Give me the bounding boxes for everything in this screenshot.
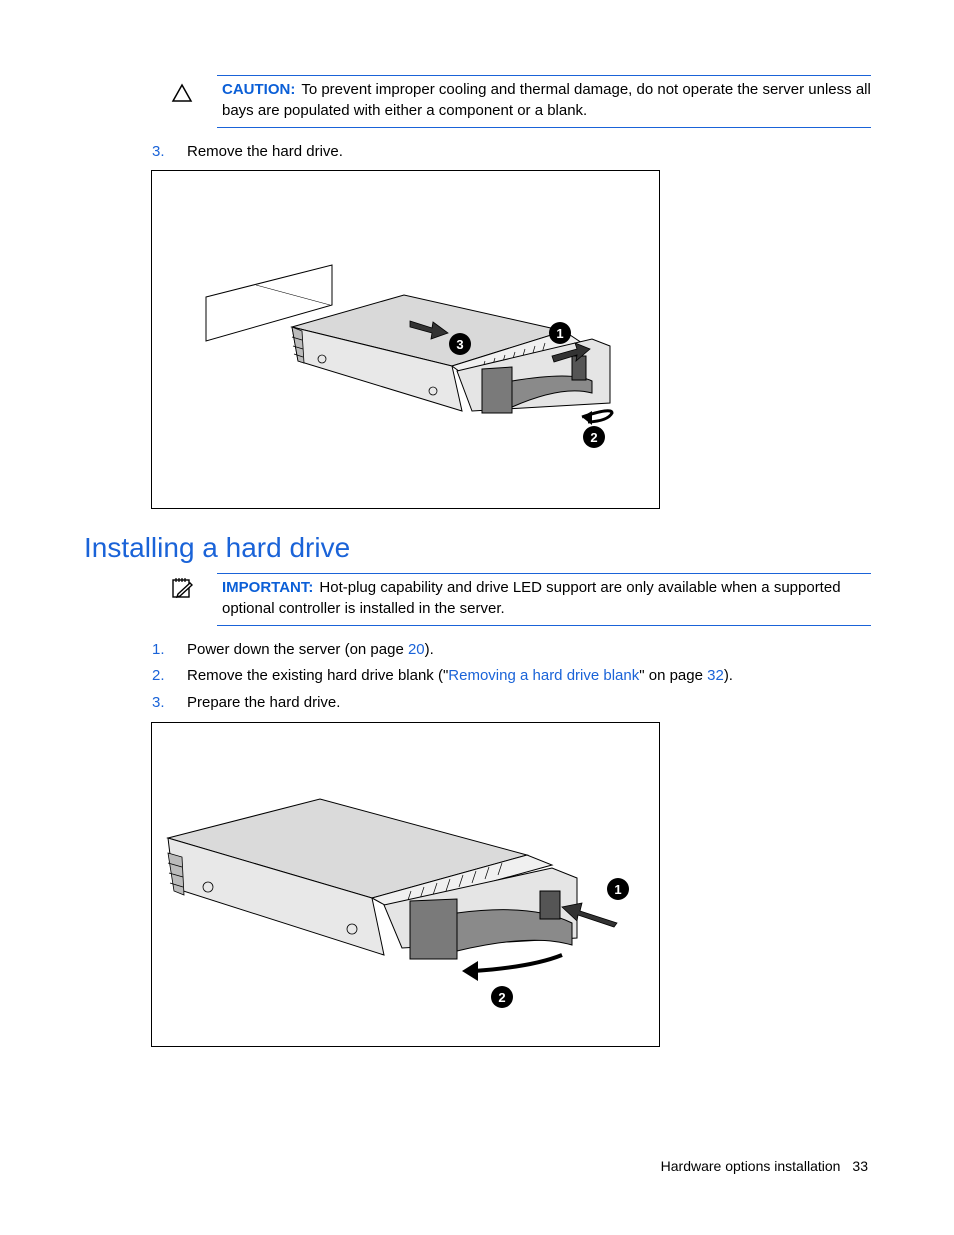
install-step-1: [152, 640, 434, 660]
callout-3: [449, 333, 471, 355]
step-number: 2.: [152, 667, 165, 684]
svg-text:1: 1: [556, 326, 564, 341]
step-number: 3.: [152, 143, 165, 160]
page-link-20[interactable]: 20: [407, 641, 425, 658]
svg-text:1: 1: [614, 882, 622, 897]
caution-triangle-icon: [171, 83, 193, 103]
caution-text: To prevent improper cooling and thermal damage, do not operate the server unless all bays are populated with either a component or a blank.: [222, 81, 871, 119]
install-step-3: [152, 693, 340, 713]
important-label: IMPORTANT:: [222, 579, 314, 596]
callout-1: [549, 322, 571, 344]
step-text-end: ).: [723, 667, 733, 684]
step-text: Prepare the hard drive.: [187, 694, 341, 711]
step-number: 3.: [152, 694, 165, 711]
remove-drive-figure: [151, 170, 660, 509]
removing-blank-link[interactable]: Removing a hard drive blank: [448, 667, 640, 684]
footer-section: Hardware options installation: [660, 1158, 841, 1174]
step-text: Power down the server (on page: [187, 641, 408, 658]
step-text-end: ).: [424, 641, 434, 658]
important-note: [217, 573, 871, 626]
install-step-2: [152, 666, 733, 686]
step-number: 1.: [152, 641, 165, 658]
prepare-drive-figure: [151, 722, 660, 1047]
step-text-middle: " on page: [639, 667, 708, 684]
svg-text:3: 3: [456, 337, 464, 352]
step-text: Remove the hard drive.: [187, 143, 343, 160]
callout-2: [491, 986, 513, 1008]
remove-drive-illustration: [152, 171, 659, 508]
svg-text:2: 2: [498, 990, 506, 1005]
step-text: Remove the existing hard drive blank (": [187, 667, 449, 684]
remove-step: [152, 142, 343, 162]
page-link-32[interactable]: 32: [707, 667, 724, 684]
svg-text:2: 2: [590, 430, 598, 445]
callout-1: [607, 878, 629, 900]
section-title: Installing a hard drive: [84, 532, 351, 563]
page-footer: [649, 1158, 868, 1174]
prepare-drive-illustration: [152, 723, 659, 1046]
important-text: Hot-plug capability and drive LED support are only available when a supported optional controller is installed in the server.: [222, 579, 841, 617]
caution-note: [217, 75, 871, 128]
callout-2: [583, 426, 605, 448]
important-note-icon: [171, 577, 193, 599]
page-number: 33: [852, 1158, 868, 1174]
caution-label: CAUTION:: [222, 81, 296, 98]
